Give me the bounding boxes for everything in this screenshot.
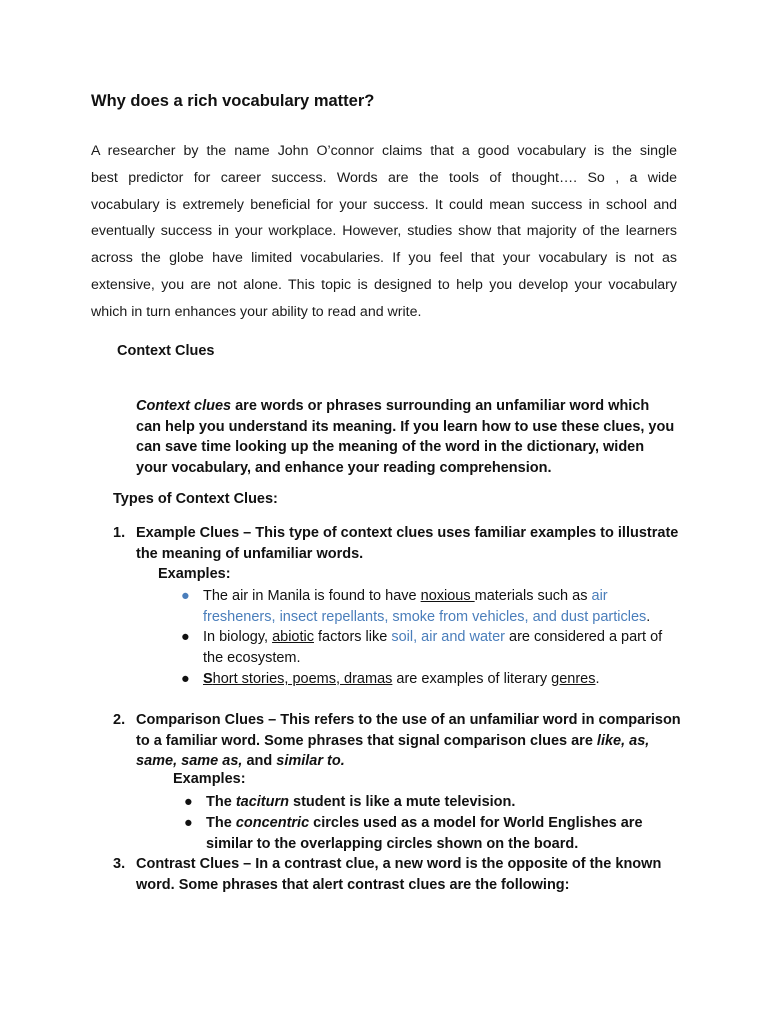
intro-line: best predictor for career success. Words are the tools of thought…. So , a wide <box>91 169 677 186</box>
bullet-icon: ● <box>181 588 190 604</box>
clue-text: air fresheners, insect repellants, smoke from vehicles, and dust particles <box>203 588 647 625</box>
intro-line: A researcher by the name John O’connor claims that a good vocabulary is the single <box>91 143 677 159</box>
examples-label: Examples: <box>158 566 231 582</box>
example-bullet: ● In biology, abiotic factors like soil, air and water are considered a part of the ecosystem. <box>181 629 663 666</box>
list-number: 2. <box>113 712 126 728</box>
intro-paragraph <box>91 138 677 326</box>
clue-text: soil, air and water <box>391 629 505 645</box>
list-item-contrast-clues <box>113 854 683 895</box>
example-bullet: ● Short stories, poems, dramas are examples of literary genres. <box>181 669 681 690</box>
target-word: noxious <box>420 588 475 604</box>
context-clues-heading: Context Clues <box>117 343 215 359</box>
target-word: genres <box>551 671 596 687</box>
example-bullet: ● The air in Manila is found to have noxious materials such as air fresheners, insect repellants, smoke from vehicles, and dust particles. <box>181 588 651 625</box>
bullet-icon: ● <box>184 794 193 810</box>
list-item-text: Comparison Clues – This refers to the use of an unfamiliar word in comparison to a familiar word. Some phrases that signal comparison clues are like, as, same, same as, and similar to. <box>136 712 681 770</box>
definition-term: Context clues <box>136 398 232 414</box>
target-word: abiotic <box>272 629 314 645</box>
types-heading: Types of Context Clues: <box>113 491 278 507</box>
examples-label: Examples: <box>173 771 246 787</box>
intro-line: across the globe have limited vocabularies. If you feel that your vocabulary is not as <box>91 250 677 267</box>
list-item-text: Example Clues – This type of context clues uses familiar examples to illustrate the meaning of unfamiliar words. <box>136 525 679 562</box>
page-title: Why does a rich vocabulary matter? <box>91 92 375 110</box>
context-clues-definition <box>136 396 676 478</box>
list-item-example-clues <box>113 523 683 564</box>
intro-line: eventually success in your workplace. However, studies show that majority of the learners <box>91 223 677 240</box>
intro-line: which in turn enhances your ability to read and write. <box>91 303 422 320</box>
example-bullet: ● The concentric circles used as a model for World Englishes are similar to the overlapping circles shown on the board. <box>184 815 643 852</box>
list-number: 3. <box>113 856 126 872</box>
intro-line: vocabulary is extremely beneficial for your success. It could mean success in school and <box>91 196 677 213</box>
example-bullet: ● The taciturn student is like a mute television. <box>184 792 674 813</box>
list-number: 1. <box>113 525 126 541</box>
bullet-icon: ● <box>181 671 190 687</box>
target-word: taciturn <box>235 794 289 810</box>
bullet-icon: ● <box>184 815 193 831</box>
intro-line: extensive, you are not alone. This topic is designed to help you develop your vocabulary <box>91 276 677 293</box>
bullet-icon: ● <box>181 629 190 645</box>
clue-text: Short stories, poems, dramas <box>203 671 393 687</box>
target-word: concentric <box>235 815 310 831</box>
list-item-text: Contrast Clues – In a contrast clue, a new word is the opposite of the known word. Some phrases that alert contrast clues are the following: <box>136 856 662 893</box>
list-item-comparison-clues <box>113 710 683 772</box>
definition-text: are words or phrases surrounding an unfamiliar word which can help you understand its meaning. If you learn how to use these clues, you can save time looking up the meaning of the word in the dictionary, widen your vocabulary, and enhance your reading comprehension. <box>136 398 675 476</box>
